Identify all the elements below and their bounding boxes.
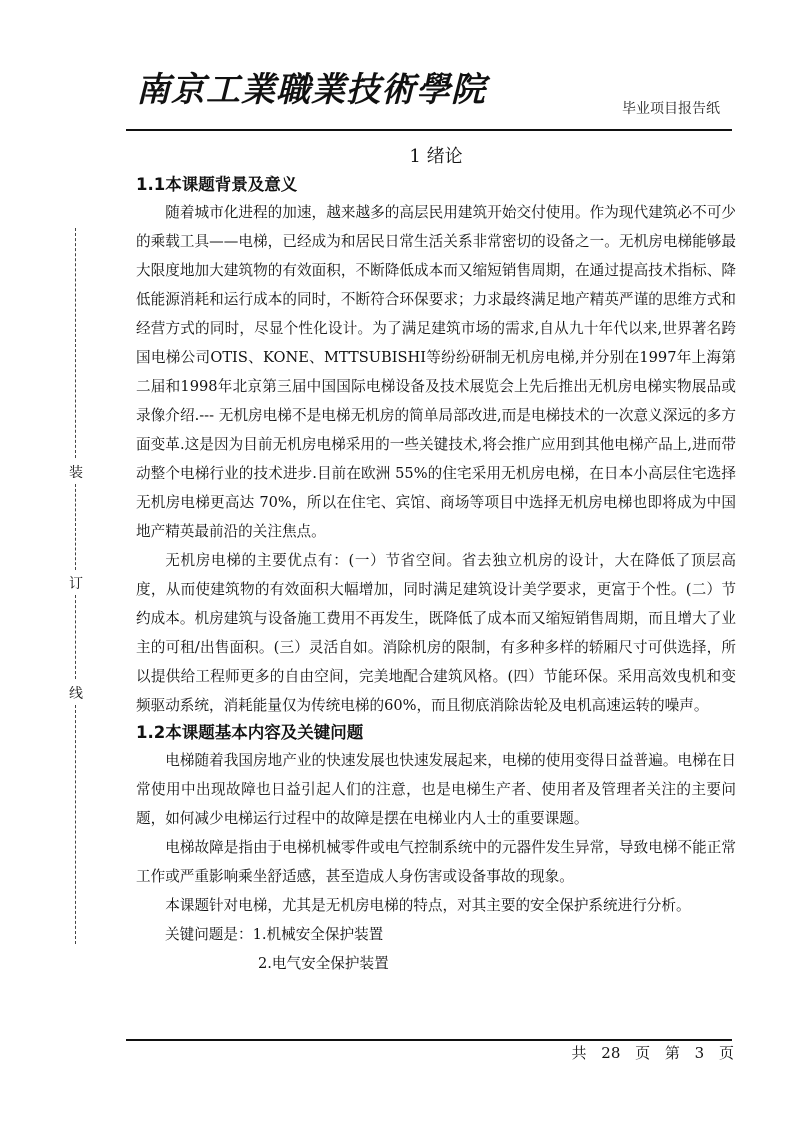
binding-dash-segment [75, 228, 76, 458]
key-issue-item: 2.电气安全保护装置 [258, 955, 389, 972]
header-rule [126, 129, 732, 131]
key-issues-label: 关键问题是： [165, 926, 253, 943]
paragraph: 电梯故障是指由于电梯机械零件或电气控制系统中的元器件发生异常，导致电梯不能正常工作或严重影响乘坐舒适感，甚至造成人身伤害或设备事故的现象。 [136, 839, 736, 885]
paragraph: 无机房电梯的主要优点有：(一）节省空间。省去独立机房的设计，大在降低了顶层高度，从而使建筑物的有效面积大幅增加，同时满足建筑设计美学要求，更富于个性。(二）节约成本。机房建筑与设备施工费用不再发生，既降低了成本而又缩短销售周期，而且增大了业主的可租/出售面积。(三）灵活自如。消除机房的限制，有多种多样的轿厢尺寸可供选择，所以提供给工程师更多的自由空间，完美地配合建筑风格。(四）节能环保。采用高效曳机和变频驱动系统，消耗能量仅为传统电梯的60%，而且彻底消除齿轮及电机高速运转的噪声。 [136, 552, 736, 714]
binding-dash-segment [75, 484, 76, 570]
page-content [136, 142, 736, 978]
binding-dash-segment [75, 595, 76, 679]
binding-line-margin [70, 228, 82, 944]
paragraph: 随着城市化进程的加速，越来越多的高层民用建筑开始交付使用。作为现代建筑必不可少的乘载工具——电梯，已经成为和居民日常生活关系非常密切的设备之一。无机房电梯能够最大限度地加大建筑物的有效面积，不断降低成本而又缩短销售周期，在通过提高技术指标、降低能源消耗和运行成本的同时，不断符合环保要求；力求最终满足地产精英严谨的思维方式和经营方式的同时，尽显个性化设计。为了满足建筑市场的需求,自从九十年代以来,世界著名跨国电梯公司OTIS、KONE、MTTSUBISHI等纷纷研制无机房电梯,并分别在1997年上海第二届和1998年北京第三届中国国际电梯设备及技术展览会上先后推出无机房电梯实物展品或录像介绍.--- 无机房电梯不是电梯无机房的简单局部改进,而是电梯技术的一次意义深远的多方面变革.这是因为目前无机房电梯采用的一些关键技术,将会推广应用到其他电梯产品上,进而带动整个电梯行业的技术进步.目前在欧洲 55%的住宅采用无机房电梯，在日本小高层住宅选择无机房电梯更高达 70%，所以在住宅、宾馆、商场等项目中选择无机房电梯也即将成为中国地产精英最前沿的关注焦点。 [136, 204, 736, 540]
binding-char-xian: 线 [68, 683, 84, 703]
chapter-title: 1 绪论 [409, 146, 463, 167]
paragraph: 电梯随着我国房地产业的快速发展也快速发展起来，电梯的使用变得日益普遍。电梯在日常使用中出现故障也日益引起人们的注意，也是电梯生产者、使用者及管理者关注的主要问题，如何减少电梯运行过程中的故障是摆在电梯业内人士的重要课题。 [136, 752, 736, 827]
section-heading: 1.2本课题基本内容及关键问题 [136, 723, 364, 742]
binding-char-zhuang: 装 [68, 462, 84, 482]
key-issue-line [136, 920, 736, 949]
school-name-logo: 南京工業職業技術學院 [136, 70, 486, 110]
section-heading: 1.1本课题背景及意义 [136, 175, 298, 194]
footer-rule [126, 1039, 732, 1041]
report-paper-subtitle: 毕业项目报告纸 [622, 101, 720, 117]
key-issue-item: 1.机械安全保护装置 [252, 926, 384, 943]
paragraph: 本课题针对电梯，尤其是无机房电梯的特点，对其主要的安全保护系统进行分析。 [165, 897, 691, 914]
binding-dash-segment [75, 705, 76, 944]
page-number: 共 28 页 第 3 页 [571, 1044, 734, 1062]
binding-char-ding: 订 [68, 573, 84, 593]
